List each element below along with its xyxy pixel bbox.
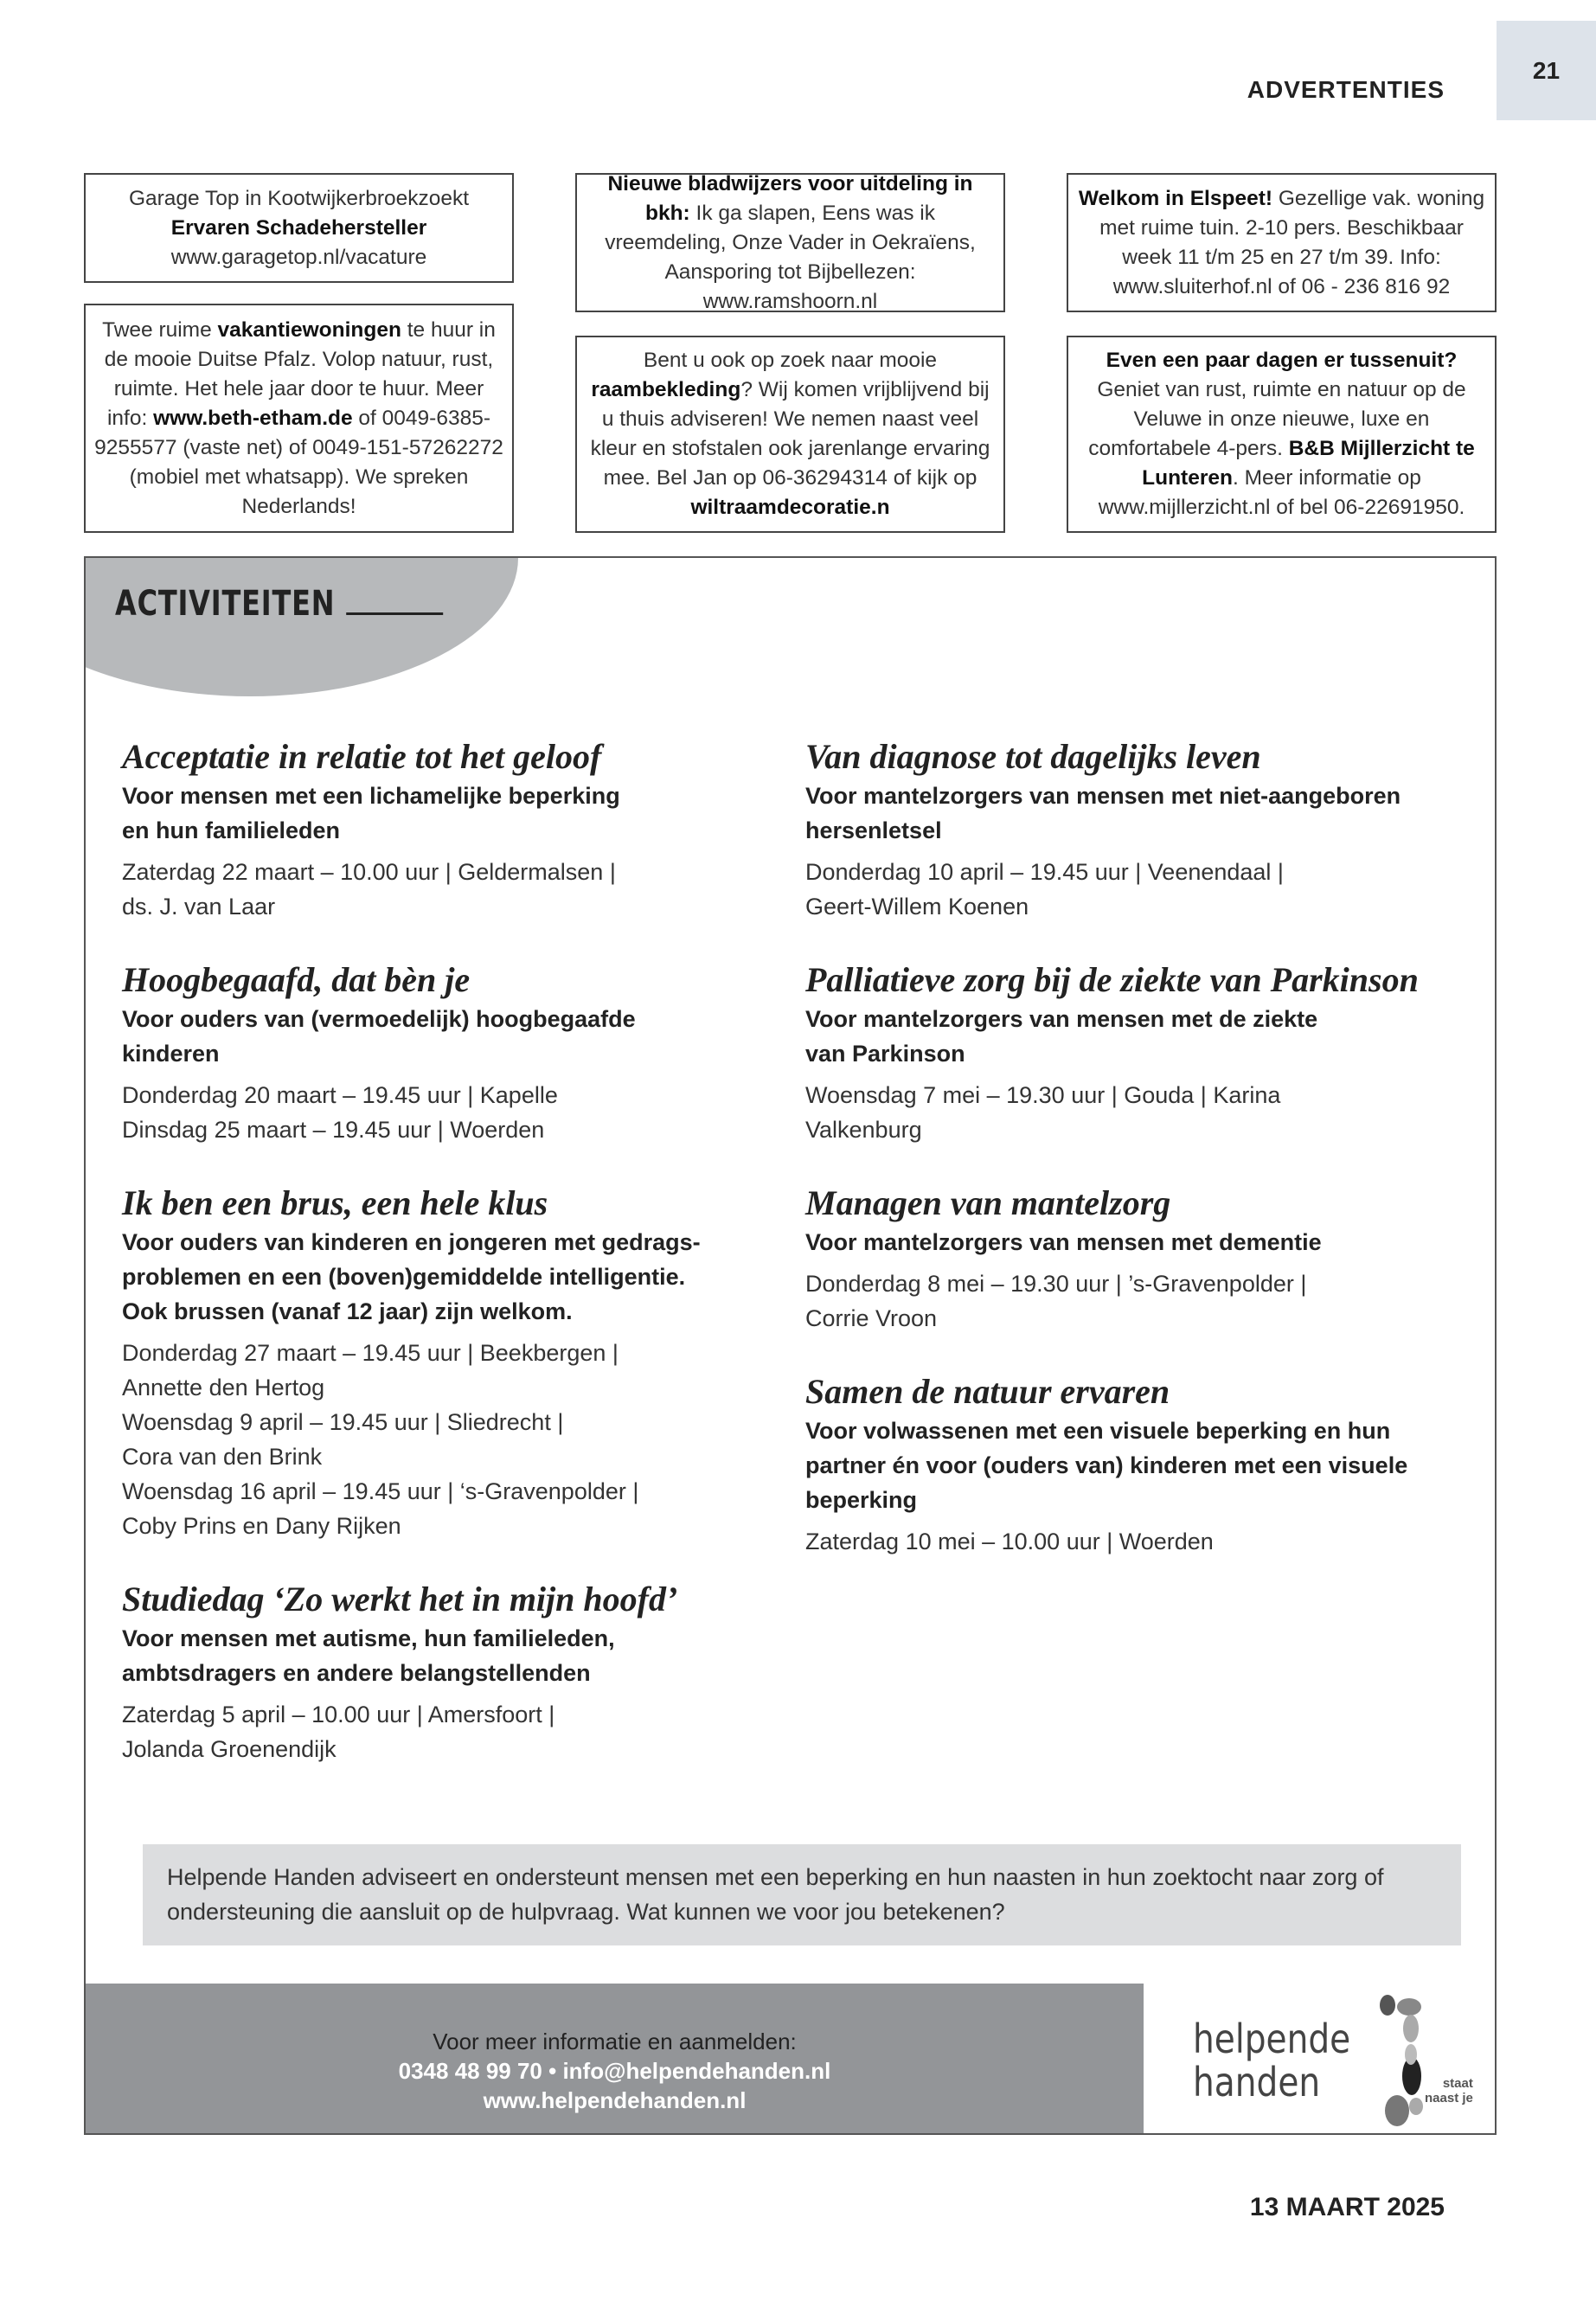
activity-audience: ambtsdragers en andere belangstellenden — [122, 1660, 591, 1686]
ad-text-part: . Meer informatie op www.mijllerzicht.nl of bel 06-22691950. — [1098, 466, 1465, 519]
helpende-handen-logo: helpende handen staat naast je — [1193, 1990, 1478, 2132]
activity-title: Managen van mantelzorg — [805, 1183, 1171, 1222]
ad-text-part: of 0049-6385-9255577 (vaste net) of 0049-151-57262272 (mobiel met whatsapp). We spreken Nederlands! — [94, 406, 503, 518]
activity-details: Valkenburg — [805, 1117, 922, 1143]
activity-audience: en hun familieleden — [122, 817, 341, 843]
issue-date: 13 MAART 2025 — [1249, 2193, 1445, 2221]
ad-text — [586, 346, 995, 522]
activity-details: Zaterdag 10 mei – 10.00 uur | Woerden — [805, 1529, 1214, 1554]
activity-title: Samen de natuur ervaren — [805, 1372, 1170, 1411]
activity-audience: Voor mantelzorgers van mensen met niet-aangeboren — [805, 783, 1401, 809]
heading-blob — [84, 556, 518, 696]
activity-audience: kinderen — [122, 1041, 220, 1067]
page-number: 21 — [1497, 21, 1596, 120]
activity-item — [805, 1370, 1471, 1559]
ad-text-part: B&B Mijllerzicht te Lunteren — [1142, 437, 1475, 490]
ad-text-part: vakantiewoningen — [217, 317, 401, 342]
ad-text-part: raambekleding — [591, 378, 741, 401]
activity-audience: Ook brussen (vanaf 12 jaar) zijn welkom. — [122, 1298, 573, 1324]
activity-item — [805, 1182, 1471, 1336]
ad-text-part: wiltraamdecoratie.n — [690, 496, 890, 519]
ad-text — [1077, 346, 1486, 522]
ad-text-part: ? Wij komen vrijblijvend bij u thuis adviseren! We nemen naast veel kleur en stofstalen ook jarenlange ervaring mee. Bel Jan op 06-36294314 of kijk op — [590, 378, 990, 490]
activity-title: Ik ben een brus, een hele klus — [122, 1183, 548, 1222]
activity-audience: van Parkinson — [805, 1041, 965, 1067]
activity-audience: hersenletsel — [805, 817, 942, 843]
activity-audience: beperking — [805, 1487, 918, 1513]
activity-audience: Voor mantelzorgers van mensen met dementie — [805, 1229, 1322, 1255]
activity-audience: Voor volwassenen met een visuele beperking en hun — [805, 1418, 1391, 1444]
activity-details: Coby Prins en Dany Rijken — [122, 1513, 401, 1539]
activity-audience: partner én voor (ouders van) kinderen met een visuele — [805, 1452, 1408, 1478]
ad-text-part: Welkom in Elspeet! — [1078, 186, 1273, 210]
activity-details: Donderdag 8 mei – 19.30 uur | ’s-Gravenpolder | — [805, 1271, 1307, 1297]
activities-panel — [84, 556, 1497, 2135]
ad-text-part: www.garagetop.nl/vacature — [170, 245, 427, 269]
activity-details: Woensdag 9 april – 19.45 uur | Sliedrecht | — [122, 1409, 564, 1435]
ad-text — [1077, 184, 1486, 302]
ad-text — [129, 184, 469, 272]
contact-phone-email[interactable]: 0348 48 99 70 • info@helpendehanden.nl — [398, 2058, 831, 2084]
activity-details: Cora van den Brink — [122, 1444, 323, 1470]
activity-details: Donderdag 20 maart – 19.45 uur | Kapelle — [122, 1082, 558, 1108]
ad-text-part: Nieuwe bladwijzers voor uitdeling in bkh: — [607, 171, 973, 225]
ad-text-part: Garage Top in Kootwijkerbroekzoekt — [128, 186, 470, 210]
activity-details: Annette den Hertog — [122, 1375, 325, 1400]
ad-text-part: Ik ga slapen, Eens was ik vreemdeling, Onze Vader in Oekraïens, Aansporing tot Bijbellezen: www.ramshoorn.nl — [605, 201, 976, 313]
activity-title: Palliatieve zorg bij de ziekte van Parkinson — [805, 960, 1419, 999]
activity-item — [122, 958, 788, 1147]
classified-ad — [1067, 336, 1497, 533]
activity-details: Woensdag 7 mei – 19.30 uur | Gouda | Karina — [805, 1082, 1281, 1108]
activity-audience: Voor ouders van kinderen en jongeren met gedrags- — [122, 1229, 701, 1255]
activity-title: Studiedag ‘Zo werkt het in mijn hoofd’ — [122, 1580, 678, 1618]
classified-ad — [1067, 173, 1497, 312]
activity-audience: Voor ouders van (vermoedelijk) hoogbegaafde — [122, 1006, 636, 1032]
activity-title: Acceptatie in relatie tot het geloof — [122, 737, 602, 776]
activity-item — [122, 735, 788, 924]
activity-audience: Voor mensen met autisme, hun familieleden, — [122, 1625, 615, 1651]
activity-title: Van diagnose tot dagelijks leven — [805, 737, 1261, 776]
contact-intro: Voor meer informatie en aanmelden: — [433, 2029, 797, 2054]
ad-text-part: te huur in de mooie Duitse Pfalz. Volop natuur, rust, ruimte. Het hele jaar door te huur. Meer info: — [104, 317, 496, 430]
activity-details: Donderdag 10 april – 19.45 uur | Veenendaal | — [805, 859, 1284, 885]
ad-text — [586, 170, 995, 317]
activity-item — [805, 958, 1471, 1147]
activities-heading: ACTIVITEITEN — [115, 584, 443, 624]
ad-text-part: Geniet van rust, ruimte en natuur op de Veluwe in onze nieuwe, luxe en comfortabele 4-pers. — [1088, 378, 1466, 460]
info-note: Helpende Handen adviseert en ondersteunt mensen met een beperking en hun naasten in hun zoektocht naar zorg of ondersteuning die aansluit op de hulpvraag. Wat kunnen we voor jou betekenen? — [143, 1844, 1461, 1945]
activities-left-column — [122, 735, 788, 1801]
activity-audience: Voor mantelzorgers van mensen met de ziekte — [805, 1006, 1318, 1032]
classified-ad — [84, 304, 514, 533]
activity-details: Corrie Vroon — [805, 1305, 938, 1331]
ad-text-part: Bent u ook op zoek naar mooie — [643, 349, 938, 372]
ad-text-part: Gezellige vak. woning met ruime tuin. 2-10 pers. Beschikbaar week 11 t/m 25 en 27 t/m 39. Info: www.sluiterhof.nl of 06 - 236 816 92 — [1099, 186, 1485, 298]
activity-details: Zaterdag 5 april – 10.00 uur | Amersfoort | — [122, 1702, 555, 1727]
ad-text-part: www.beth-etham.de — [153, 406, 353, 430]
activity-details: ds. J. van Laar — [122, 894, 276, 920]
section-title: ADVERTENTIES — [1247, 76, 1445, 103]
activity-details: Dinsdag 25 maart – 19.45 uur | Woerden — [122, 1117, 545, 1143]
ad-text-part: Twee ruime — [102, 317, 218, 342]
activity-details: Jolanda Groenendijk — [122, 1736, 337, 1762]
ad-text — [94, 316, 503, 522]
contact-bar — [86, 1984, 1144, 2135]
activity-details: Geert-Willem Koenen — [805, 894, 1029, 920]
activity-item — [122, 1182, 788, 1543]
ad-text-part: Ervaren Schadehersteller — [170, 215, 427, 240]
classified-ad — [575, 173, 1005, 312]
classified-ad — [575, 336, 1005, 533]
activity-details: Donderdag 27 maart – 19.45 uur | Beekbergen | — [122, 1340, 619, 1366]
activity-item — [805, 735, 1471, 924]
activities-right-column — [805, 735, 1471, 1593]
activity-title: Hoogbegaafd, dat bèn je — [122, 960, 471, 999]
activity-details: Zaterdag 22 maart – 10.00 uur | Geldermalsen | — [122, 859, 616, 885]
activity-details: Woensdag 16 april – 19.45 uur | ‘s-Gravenpolder | — [122, 1478, 639, 1504]
activity-audience: problemen en een (boven)gemiddelde intelligentie. — [122, 1264, 686, 1290]
contact-website[interactable]: www.helpendehanden.nl — [483, 2087, 747, 2113]
activity-audience: Voor mensen met een lichamelijke beperking — [122, 783, 620, 809]
classified-ad — [84, 173, 514, 283]
activity-item — [122, 1578, 788, 1766]
ad-text-part: Even een paar dagen er tussenuit? — [1106, 349, 1458, 372]
